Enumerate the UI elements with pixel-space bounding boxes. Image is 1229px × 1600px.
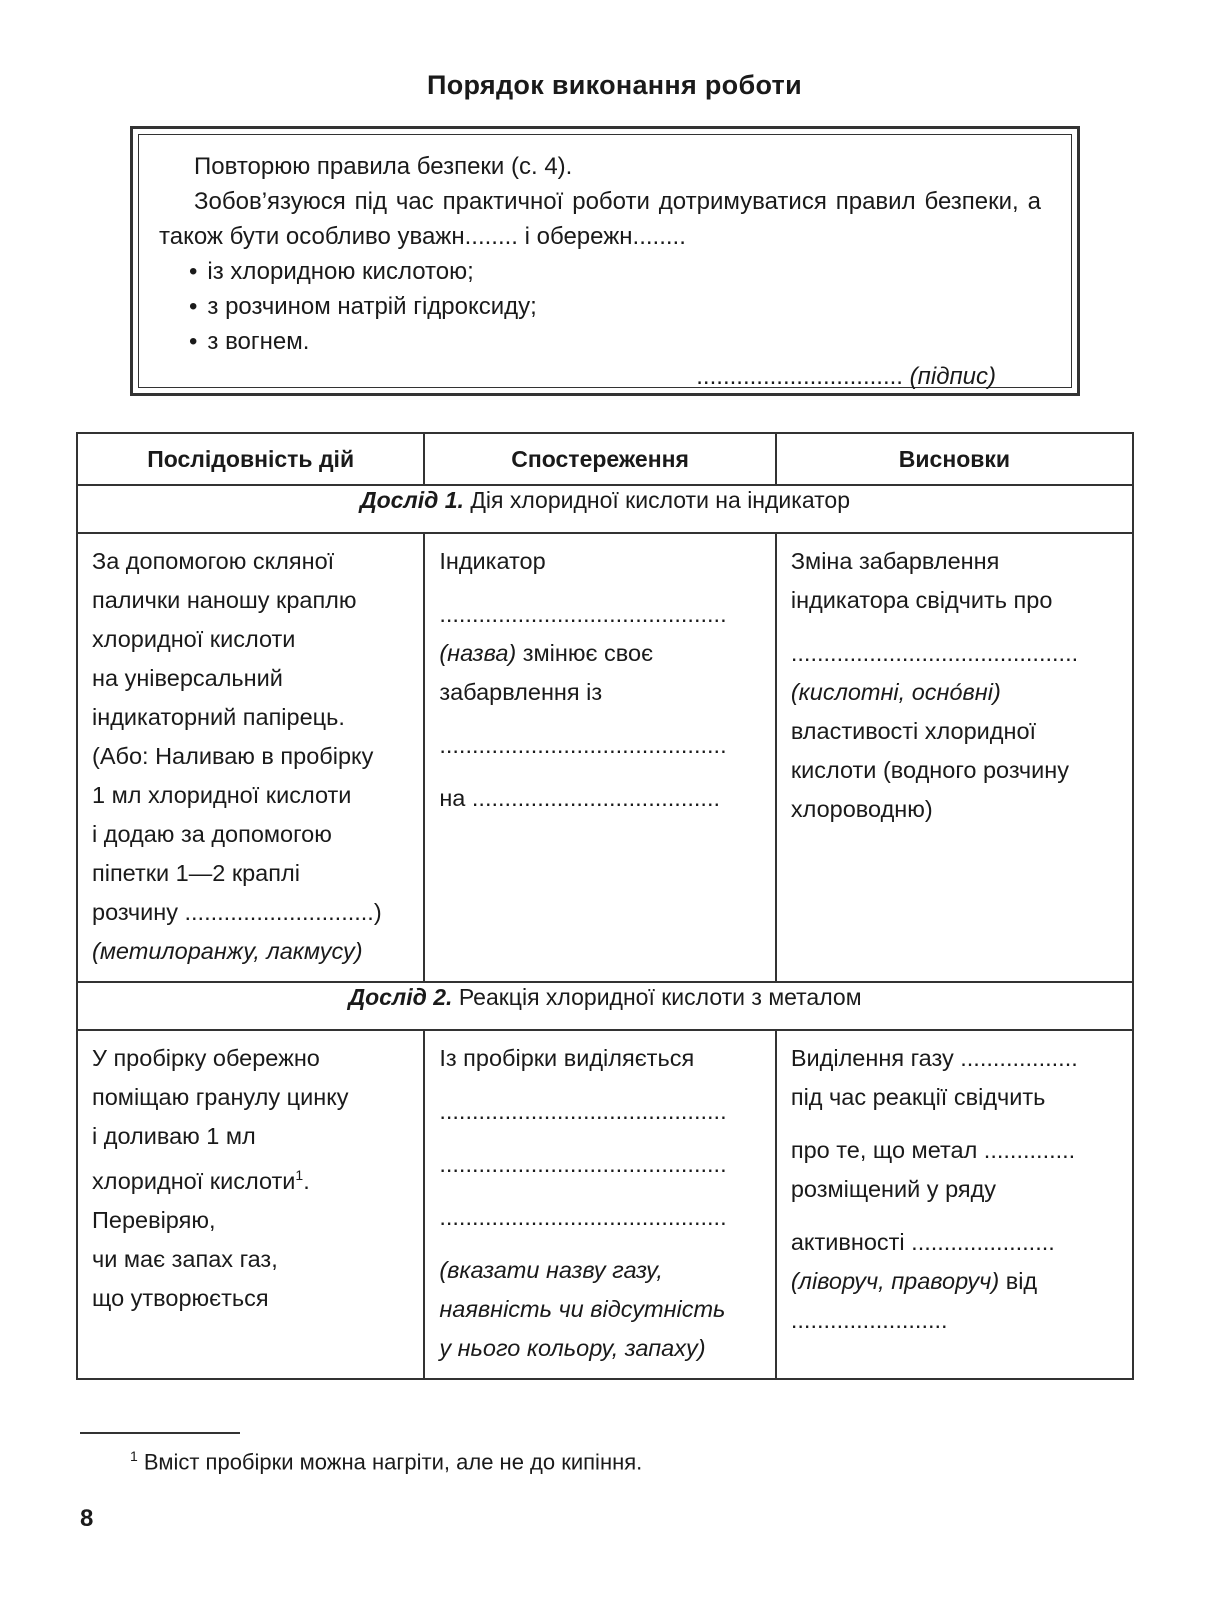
exp2-concl-line: розміщений у ряду	[790, 1176, 997, 1202]
footnote	[130, 1448, 642, 1475]
footnote-divider	[80, 1432, 240, 1434]
exp2-action-text: хлоридної кислоти	[92, 1167, 296, 1194]
header-actions: Послідовність дій	[77, 433, 424, 485]
exp1-concl-hint: (кислотні, осно́вні)	[790, 679, 1001, 705]
safety-pledge-text	[159, 184, 1041, 254]
exp1-concl-line: Зміна забарвлення	[790, 548, 1000, 574]
exp1-action-line: і додаю за допомогою	[92, 821, 332, 847]
page-number: 8	[80, 1505, 94, 1532]
exp1-obs-blank: ............................................	[439, 732, 727, 758]
footnote-mark: 1	[130, 1448, 138, 1464]
experiment-1-title-row	[77, 485, 1133, 533]
experiment-2-title-row	[77, 982, 1133, 1030]
exp1-concl-line: індикатора свідчить про	[790, 587, 1053, 613]
exp2-action-line: У пробірку обережно	[92, 1045, 320, 1071]
safety-repeat-text: Повторюю правила безпеки (с. 4).	[194, 153, 573, 180]
safety-bullet-fire: • з вогнем.	[189, 324, 1041, 359]
exp2-action-line: і доливаю 1 мл	[92, 1123, 256, 1149]
exp2-obs-blank: ............................................	[439, 1151, 727, 1177]
exp1-concl-blank: ............................................	[790, 640, 1079, 666]
exp1-action-line: 1 мл хлоридної кислоти	[92, 782, 352, 808]
exp1-action-line: індикаторний папірець.	[92, 704, 345, 730]
exp2-obs-blank: ............................................	[439, 1098, 727, 1124]
exp2-concl-line: під час реакції свідчить	[790, 1084, 1046, 1110]
exp2-concl-hint: (ліворуч, праворуч)	[790, 1268, 1000, 1294]
page-title: Порядок виконання роботи	[427, 70, 802, 100]
exp2-obs-blank: ............................................	[439, 1204, 727, 1230]
exp1-action-line: (Або: Наливаю в пробірку	[92, 743, 374, 769]
footnote-text: Вміст пробірки можна нагріти, але не до кипіння.	[143, 1449, 643, 1475]
exp2-concl-blank: ........................	[790, 1307, 948, 1333]
signature-line[interactable]	[159, 359, 1041, 394]
exp2-action-line: чи має запах газ,	[92, 1245, 278, 1272]
exp1-obs-blank: ............................................	[439, 601, 727, 627]
exp2-concl-line: про те, що метал ..............	[790, 1137, 1076, 1163]
exp1-action-line: палички наношу краплю	[92, 587, 357, 613]
safety-bullet-hydroxide: • з розчином натрій гідроксиду;	[189, 289, 1041, 324]
exp2-obs-hint: у нього кольору, запаху)	[439, 1335, 706, 1361]
exp2-concl-line: Виділення газу ..................	[790, 1045, 1078, 1071]
experiment-1-title	[77, 485, 1133, 533]
exp1-concl-line: властивості хлоридної	[790, 718, 1037, 744]
header-conclusions: Висновки	[776, 433, 1133, 485]
experiment-2-observations	[424, 1030, 776, 1379]
exp1-concl-line: кислоти (водного розчину	[790, 757, 1069, 783]
experiment-1-name: Дія хлоридної кислоти на індикатор	[470, 487, 850, 513]
exp1-action-line: За допомогою скляної	[92, 548, 335, 574]
exp1-obs-line: Індикатор	[439, 548, 546, 574]
experiment-2-conclusions	[776, 1030, 1133, 1379]
experiment-1-conclusions	[776, 533, 1133, 982]
exp1-action-line: розчину .............................)	[92, 899, 382, 925]
exp2-concl-line: активності ......................	[790, 1229, 1055, 1255]
exp1-obs-line: на ......................................	[439, 785, 721, 811]
work-table	[76, 432, 1134, 1380]
exp2-obs-line: Із пробірки виділяється	[439, 1045, 695, 1071]
experiment-2-title	[77, 982, 1133, 1030]
experiment-2-name: Реакція хлоридної кислоти з металом	[458, 984, 862, 1010]
exp2-action-line: Перевіряю,	[92, 1206, 216, 1233]
experiment-1-actions	[77, 533, 424, 982]
exp2-action-line: хлоридної кислоти$^1$.	[92, 1167, 310, 1194]
experiment-1-label: Дослід 1.	[359, 487, 464, 513]
experiment-2-actions	[77, 1030, 424, 1379]
safety-rules-inner	[138, 134, 1072, 388]
exp1-obs-line: забарвлення із	[439, 679, 603, 705]
signature-dots: ...............................	[696, 363, 903, 390]
experiment-2-label: Дослід 2.	[348, 984, 453, 1010]
exp2-action-line: поміщаю гранулу цинку	[92, 1084, 349, 1110]
exp1-obs-line	[439, 634, 761, 673]
signature-label: (підпис)	[909, 363, 996, 390]
experiment-1-row	[77, 533, 1133, 982]
exp2-concl-line	[791, 1262, 1118, 1301]
table-header-row	[77, 433, 1133, 485]
header-observations: Спостереження	[424, 433, 776, 485]
safety-rules-box	[130, 126, 1080, 396]
safety-pledge-body: Зобов’язуюся під час практичної роботи дотримуватися правил безпеки, а також бути особливо уважн........ і обережн........	[159, 188, 1041, 250]
exp1-action-line: хлоридної кислоти	[92, 626, 296, 652]
exp1-action-line: на універсальний	[92, 665, 283, 691]
exp2-concl-text: від	[1005, 1268, 1038, 1294]
exp2-obs-hint: (вказати назву газу,	[439, 1257, 663, 1283]
exp2-action-line: що утворюється	[92, 1284, 269, 1311]
safety-bullet-list	[159, 254, 1041, 359]
exp1-obs-hint: (назва)	[439, 640, 517, 666]
exp1-action-hint: (метилоранжу, лакмусу)	[92, 938, 363, 964]
exp1-concl-line: хлороводню)	[790, 796, 933, 822]
experiment-2-row	[77, 1030, 1133, 1379]
exp2-obs-hint: наявність чи відсутність	[439, 1296, 726, 1322]
footnote-ref: 1	[295, 1167, 304, 1183]
safety-bullet-acid: • із хлоридною кислотою;	[189, 254, 1041, 289]
exp1-action-line: піпетки 1—2 краплі	[92, 860, 300, 886]
exp1-obs-text: змінює своє	[522, 640, 654, 666]
experiment-1-observations	[424, 533, 776, 982]
